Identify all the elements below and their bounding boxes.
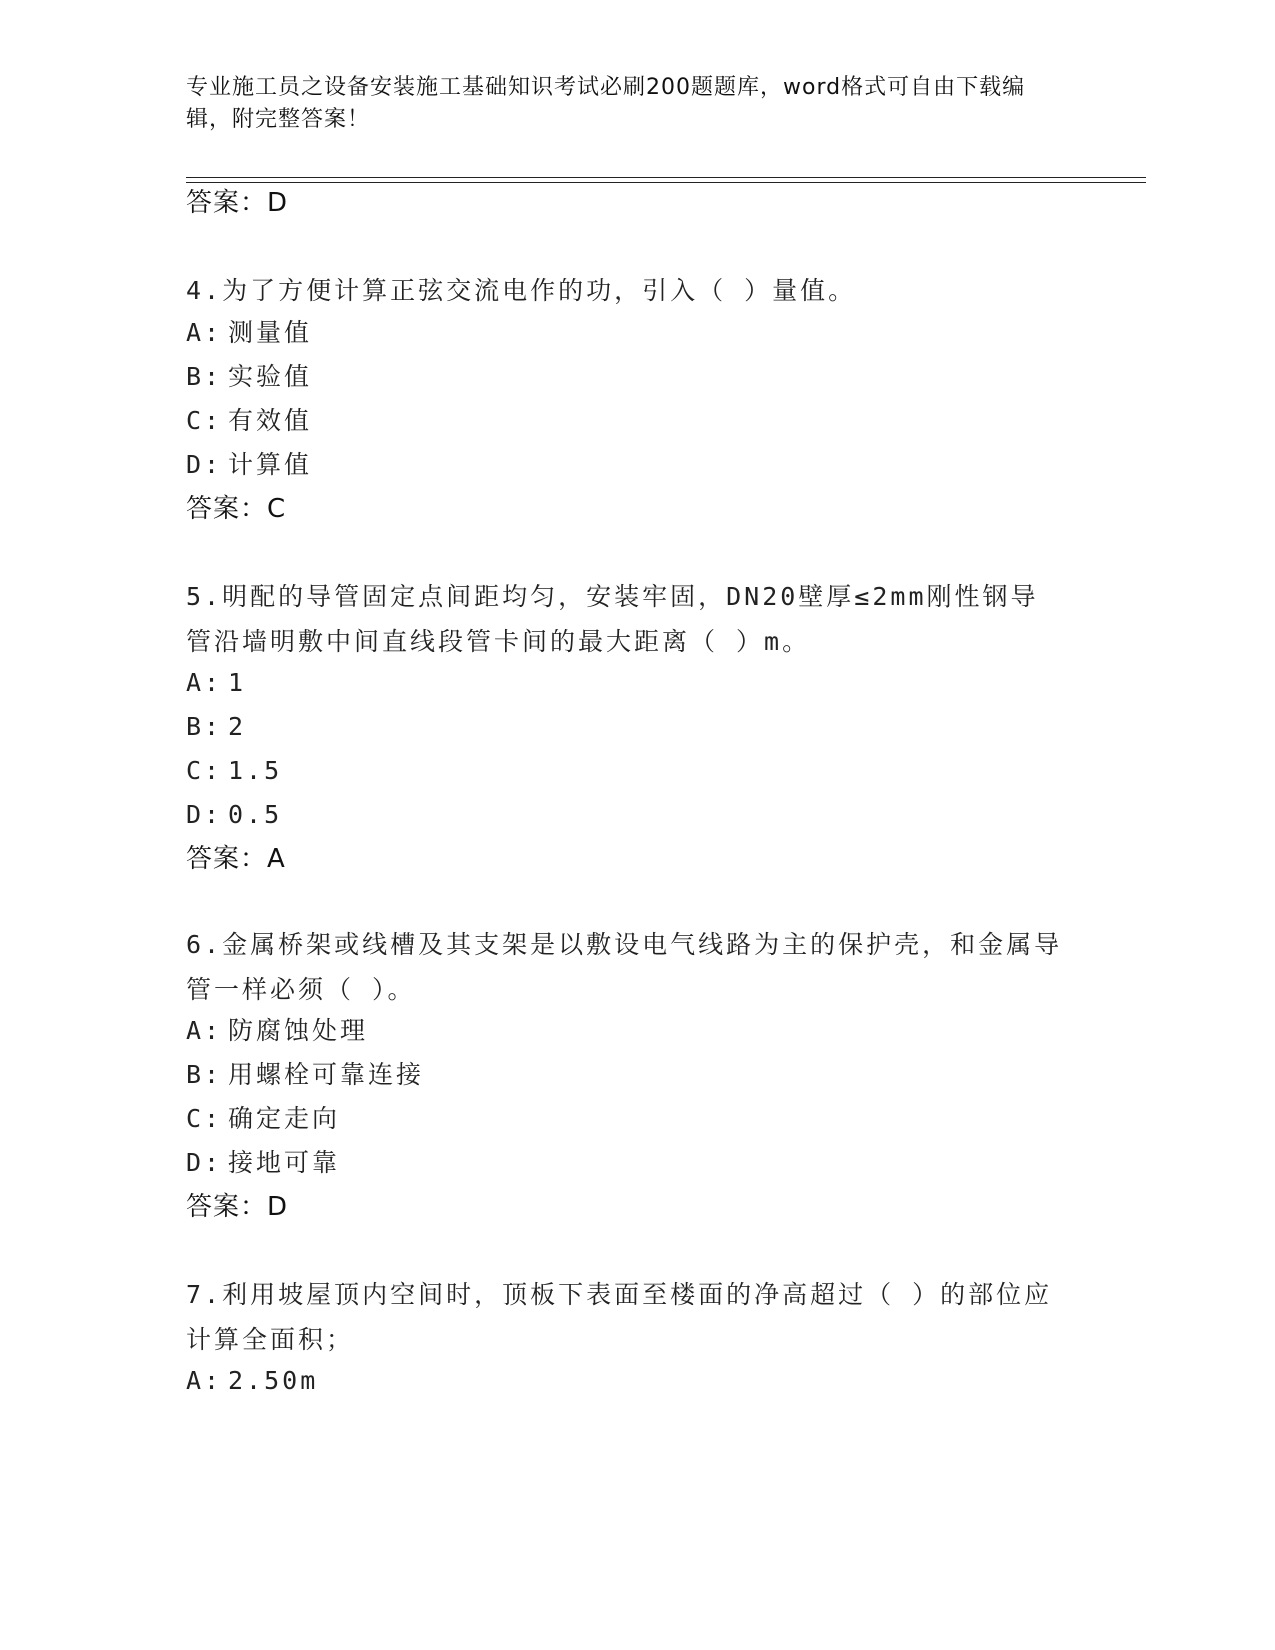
option-label: C: — [186, 1104, 223, 1133]
answer-value: D — [267, 1192, 289, 1222]
answer-prefix: 答案： — [186, 844, 268, 874]
option-label: B: — [186, 712, 223, 741]
option-4d — [186, 448, 312, 482]
option-text: 接地可靠 — [228, 1148, 341, 1177]
option-6c — [186, 1102, 340, 1136]
answer-prefix: 答案： — [186, 494, 268, 524]
option-text: 防腐蚀处理 — [228, 1016, 369, 1045]
option-5d — [186, 798, 282, 832]
option-label: D: — [186, 1148, 223, 1177]
option-label: B: — [186, 362, 223, 391]
option-6b — [186, 1058, 424, 1092]
option-4a — [186, 316, 312, 350]
option-text: 确定走向 — [228, 1104, 341, 1133]
option-label: C: — [186, 756, 223, 785]
option-text: 1 — [228, 668, 247, 697]
answer-value: D — [267, 188, 289, 218]
option-label: D: — [186, 800, 223, 829]
question-6: 6.金属桥架或线槽及其支架是以敷设电气线路为主的保护壳，和金属导管一样必须（ ）。 — [186, 930, 1063, 1004]
answer-value: A — [267, 844, 286, 874]
option-5b — [186, 710, 246, 744]
option-6d — [186, 1146, 340, 1180]
option-4b — [186, 360, 312, 394]
option-label: A: — [186, 318, 223, 347]
option-text: 测量值 — [228, 318, 313, 347]
answer-value: C — [267, 494, 287, 524]
header-rule-bottom — [186, 182, 1146, 183]
option-label: B: — [186, 1060, 223, 1089]
option-text: 计算值 — [228, 450, 313, 479]
answer-prefix: 答案： — [186, 1192, 268, 1222]
option-text: 1.5 — [228, 756, 283, 785]
option-7a — [186, 1364, 318, 1398]
question-7: 7.利用坡屋顶内空间时，顶板下表面至楼面的净高超过（ ）的部位应计算全面积； — [186, 1280, 1053, 1354]
option-label: A: — [186, 668, 223, 697]
option-text: 2 — [228, 712, 247, 741]
question-5: 5.明配的导管固定点间距均匀，安装牢固，DN20壁厚≤2mm刚性钢导管沿墙明敷中间直线段管卡间的最大距离（ ）m。 — [186, 582, 1039, 656]
option-label: C: — [186, 406, 223, 435]
answer-prefix: 答案： — [186, 188, 268, 218]
option-text: 用螺栓可靠连接 — [228, 1060, 425, 1089]
option-label: A: — [186, 1366, 223, 1395]
option-text: 0.5 — [228, 800, 283, 829]
answer-line — [186, 842, 286, 876]
option-label: D: — [186, 450, 223, 479]
option-4c — [186, 404, 312, 438]
answer-line — [186, 1190, 288, 1224]
header-rule-top — [186, 177, 1146, 178]
answer-line — [186, 186, 288, 220]
option-text: 2.50m — [228, 1366, 319, 1395]
option-text: 有效值 — [228, 406, 313, 435]
option-text: 实验值 — [228, 362, 313, 391]
option-6a — [186, 1014, 368, 1048]
question-4: 4.为了方便计算正弦交流电作的功，引入（ ）量值。 — [186, 276, 857, 305]
option-5a — [186, 666, 246, 700]
option-label: A: — [186, 1016, 223, 1045]
option-5c — [186, 754, 282, 788]
page-header: 专业施工员之设备安装施工基础知识考试必刷200题题库，word格式可自由下载编辑，附完整答案！ — [186, 75, 1026, 132]
answer-line — [186, 492, 286, 526]
